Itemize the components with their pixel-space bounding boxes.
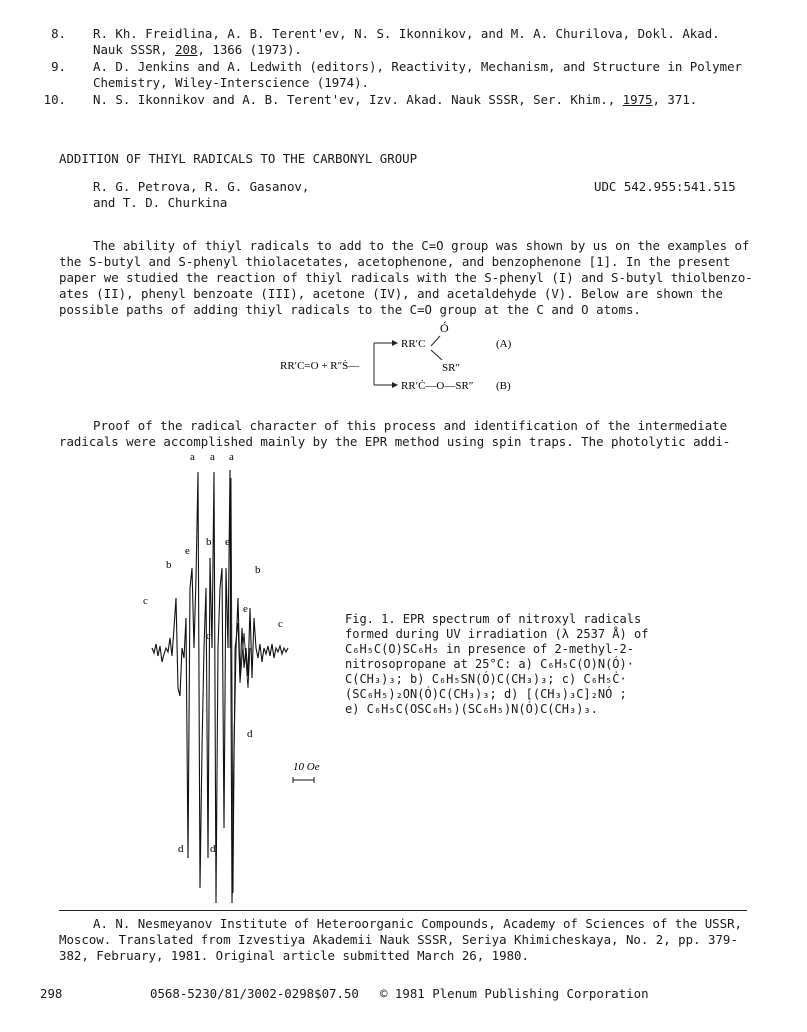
path-label-a: (A) xyxy=(496,338,512,350)
arrowhead-a xyxy=(392,340,398,346)
ref-text: R. Kh. Freidlina, A. B. Terent'ev, N. S. Ikonnikov, and M. A. Churilova, Dokl. Akad. xyxy=(93,26,720,41)
ref-number: 9. xyxy=(51,59,66,74)
ref-text: Nauk SSSR, 208, 1366 (1973). xyxy=(93,42,302,57)
ref-number: 10. xyxy=(43,92,66,107)
paragraph-line: possible paths of adding thiyl radicals to the C=O group at the C and O atoms. xyxy=(59,302,641,317)
caption-line: (SC₆H₅)₂ON(Ó)C(CH₃)₃; d) [(CH₃)₃C]₂NÓ ; xyxy=(345,687,627,701)
paragraph-line: Proof of the radical character of this process and identification of the intermediate xyxy=(93,418,728,433)
epr-trace xyxy=(152,470,288,903)
page-number: 298 xyxy=(40,986,63,1001)
path-label-b: (B) xyxy=(496,380,511,392)
product-a: RR′C xyxy=(401,338,426,350)
peak-label-c: c xyxy=(278,618,283,630)
paragraph-line: radicals were accomplished mainly by the EPR method using spin traps. The photolytic addi- xyxy=(59,434,731,449)
oxygen-radical-label: Ó xyxy=(440,321,449,335)
caption-line: C₆H₅C(O)SC₆H₅ in presence of 2-methyl-2- xyxy=(345,642,634,656)
scale-label: 10 Oe xyxy=(293,761,320,773)
peak-label-b: b xyxy=(206,536,212,548)
footnote-line: A. N. Nesmeyanov Institute of Heteroorganic Compounds, Academy of Sciences of the USSR, xyxy=(93,916,743,931)
caption-line: e) C₆H₅C(OSC₆H₅)(SC₆H₅)N(Ó)C(CH₃)₃. xyxy=(345,702,598,716)
authors-line: and T. D. Churkina xyxy=(93,195,228,210)
peak-label-a: a xyxy=(229,451,234,463)
authors-line: R. G. Petrova, R. G. Gasanov, xyxy=(93,179,310,194)
ref-text: Chemistry, Wiley-Interscience (1974). xyxy=(93,75,370,90)
epr-spectrum-figure xyxy=(130,448,330,906)
peak-label-c: c xyxy=(206,630,211,642)
peak-label-a: a xyxy=(210,451,215,463)
caption-line: nitrosopropane at 25°C: a) C₆H₅C(O)N(Ó)· xyxy=(345,657,634,671)
peak-label-d: d xyxy=(178,843,184,855)
peak-label-c: c xyxy=(143,595,148,607)
caption-line: C(CH₃)₃; b) C₆H₅SN(Ó)C(CH₃)₃; c) C₆H₅Ċ· xyxy=(345,672,627,686)
peak-label-d: d xyxy=(210,843,216,855)
ref-number: 8. xyxy=(51,26,66,41)
footnote-divider xyxy=(59,910,747,911)
reaction-scheme xyxy=(270,318,530,400)
paragraph-line: the S-butyl and S-phenyl thiolacetates, acetophenone, and benzophenone [1]. In the present xyxy=(59,254,731,269)
peak-label-b: b xyxy=(166,559,172,571)
peak-label-a: a xyxy=(190,451,195,463)
udc-code: UDC 542.955:541.515 xyxy=(594,179,736,194)
peak-label-e: e xyxy=(225,536,230,548)
paragraph-line: paper we studied the reaction of thiyl radicals with the S-phenyl (I) and S-butyl thiolbenzo- xyxy=(59,270,753,285)
copyright-notice: © 1981 Plenum Publishing Corporation xyxy=(380,986,649,1001)
ref-text: A. D. Jenkins and A. Ledwith (editors), Reactivity, Mechanism, and Structure in Polymer xyxy=(93,59,743,74)
arrowhead-b xyxy=(392,382,398,388)
product-b: RR′Ċ—O—SR″ xyxy=(401,380,474,392)
bond-line xyxy=(431,350,442,360)
peak-label-e: e xyxy=(185,545,190,557)
bond-line xyxy=(431,336,440,346)
ref-text: N. S. Ikonnikov and A. B. Terent'ev, Izv. Akad. Nauk SSSR, Ser. Khim., 1975, 371. xyxy=(93,92,698,107)
paragraph-line: ates (II), phenyl benzoate (III), acetone (IV), and acetaldehyde (V). Below are shown the xyxy=(59,286,723,301)
caption-line: formed during UV irradiation (λ 2537 Å) of xyxy=(345,627,649,641)
issn-code: 0568-5230/81/3002-0298$07.50 xyxy=(150,986,359,1001)
sr-group: SR″ xyxy=(442,362,461,374)
peak-label-d: d xyxy=(247,728,253,740)
epr-trace xyxy=(230,478,250,893)
paragraph-line: The ability of thiyl radicals to add to the C=O group was shown by us on the examples of xyxy=(93,238,750,253)
reactants: RR′C=O + R″Ṡ— xyxy=(280,360,360,372)
peak-label-b: b xyxy=(255,564,261,576)
footnote-line: 382, February, 1981. Original article submitted March 26, 1980. xyxy=(59,948,529,963)
footnote-line: Moscow. Translated from Izvestiya Akademii Nauk SSSR, Seriya Khimicheskaya, No. 2, pp. 379- xyxy=(59,932,738,947)
peak-label-e: e xyxy=(243,603,248,615)
caption-line: Fig. 1. EPR spectrum of nitroxyl radicals xyxy=(345,612,642,626)
article-title: ADDITION OF THIYL RADICALS TO THE CARBONYL GROUP xyxy=(59,151,418,166)
